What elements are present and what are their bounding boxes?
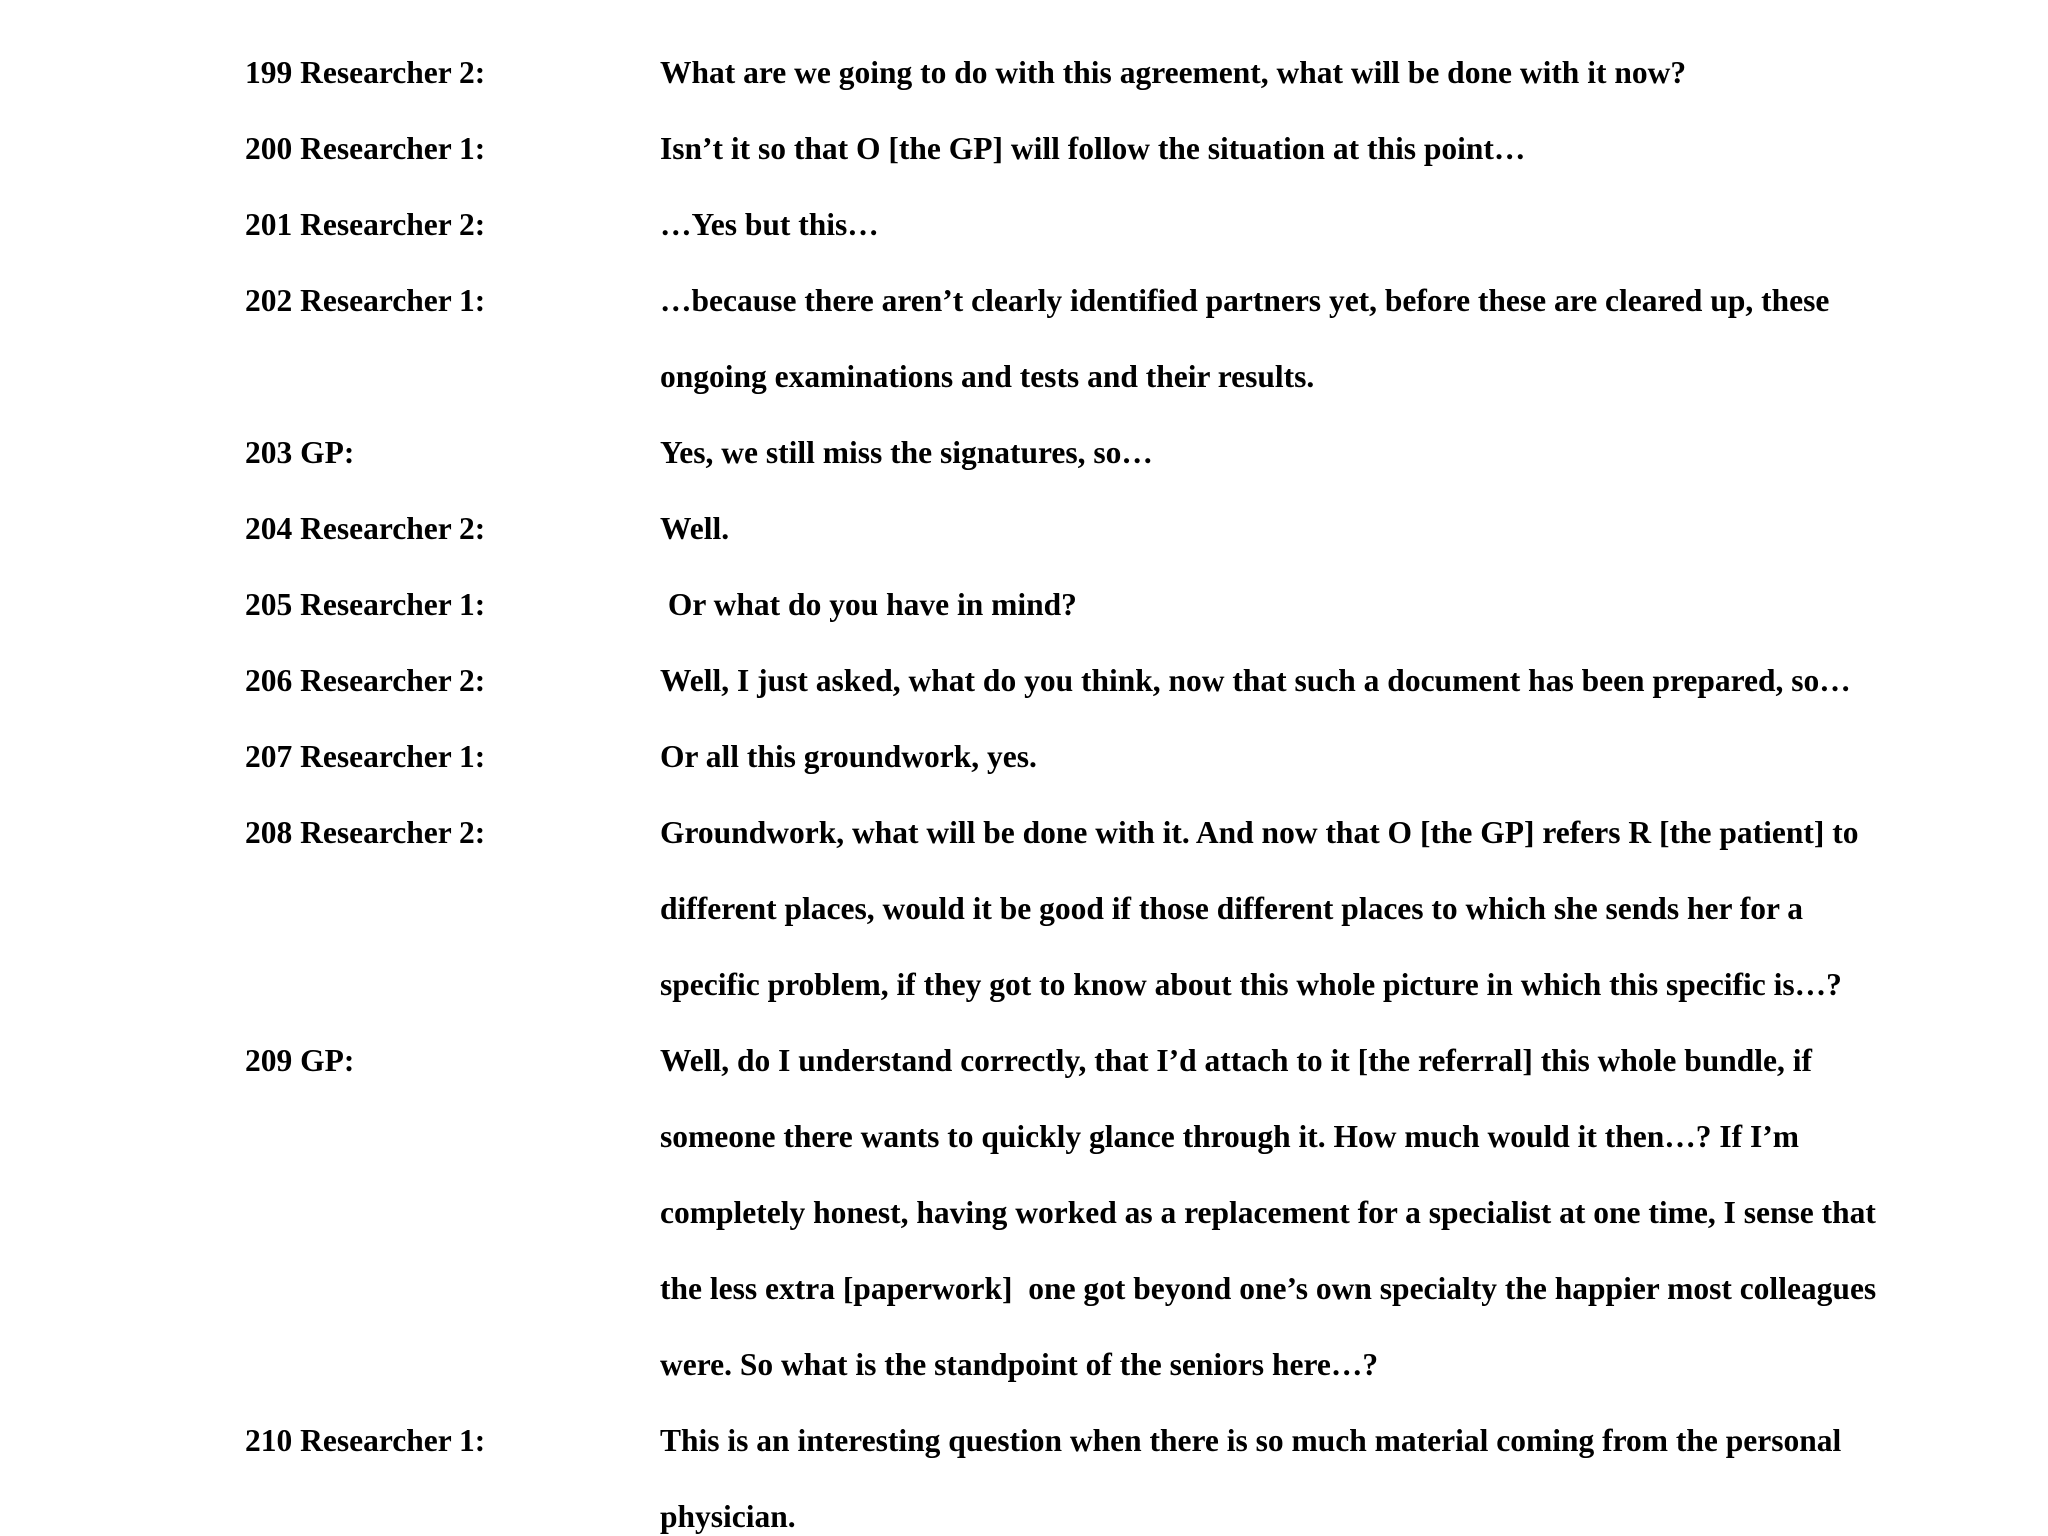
utterance-line: Yes, we still miss the signatures, so…: [660, 435, 1153, 470]
utterance-line: were. So what is the standpoint of the seniors here…?: [660, 1347, 1379, 1382]
speaker-label: 199 Researcher 2:: [245, 55, 486, 90]
utterance-line: Groundwork, what will be done with it. And now that O [the GP] refers R [the patient] to: [660, 815, 1859, 850]
speaker-label: 201 Researcher 2:: [245, 207, 486, 242]
utterance-line: …Yes but this…: [660, 207, 879, 242]
speaker-label: 202 Researcher 1:: [245, 283, 486, 318]
utterance-line: specific problem, if they got to know about this whole picture in which this specific is…?: [660, 967, 1842, 1002]
utterance-line: …because there aren’t clearly identified partners yet, before these are cleared up, these: [660, 283, 1830, 318]
utterance-line: completely honest, having worked as a replacement for a specialist at one time, I sense that: [660, 1195, 1876, 1230]
speaker-label: 204 Researcher 2:: [245, 511, 486, 546]
speaker-label: 205 Researcher 1:: [245, 587, 486, 622]
utterance-line: Well, I just asked, what do you think, now that such a document has been prepared, so…: [660, 663, 1851, 698]
utterance-line: someone there wants to quickly glance through it. How much would it then…? If I’m: [660, 1119, 1799, 1154]
utterance-line: physician.: [660, 1499, 796, 1534]
speaker-label: 203 GP:: [245, 435, 355, 470]
utterance-line: Or all this groundwork, yes.: [660, 739, 1037, 774]
speaker-label: 210 Researcher 1:: [245, 1423, 486, 1458]
speaker-label: 207 Researcher 1:: [245, 739, 486, 774]
utterance-line: This is an interesting question when there is so much material coming from the personal: [660, 1423, 1842, 1458]
utterance-line: Isn’t it so that O [the GP] will follow the situation at this point…: [660, 131, 1526, 166]
speaker-label: 208 Researcher 2:: [245, 815, 486, 850]
utterance-line: Well, do I understand correctly, that I’d attach to it [the referral] this whole bundle, if: [660, 1043, 1813, 1078]
utterance-line: the less extra [paperwork] one got beyond one’s own specialty the happier most colleagues: [660, 1271, 1877, 1306]
speaker-label: 209 GP:: [245, 1043, 355, 1078]
utterance-line: What are we going to do with this agreement, what will be done with it now?: [660, 55, 1687, 90]
speaker-label: 206 Researcher 2:: [245, 663, 486, 698]
utterance-line: Well.: [660, 511, 730, 546]
utterance-line: ongoing examinations and tests and their results.: [660, 359, 1315, 394]
utterance-line: Or what do you have in mind?: [660, 587, 1077, 622]
utterance-line: different places, would it be good if those different places to which she sends her for a: [660, 891, 1804, 926]
speaker-label: 200 Researcher 1:: [245, 131, 486, 166]
